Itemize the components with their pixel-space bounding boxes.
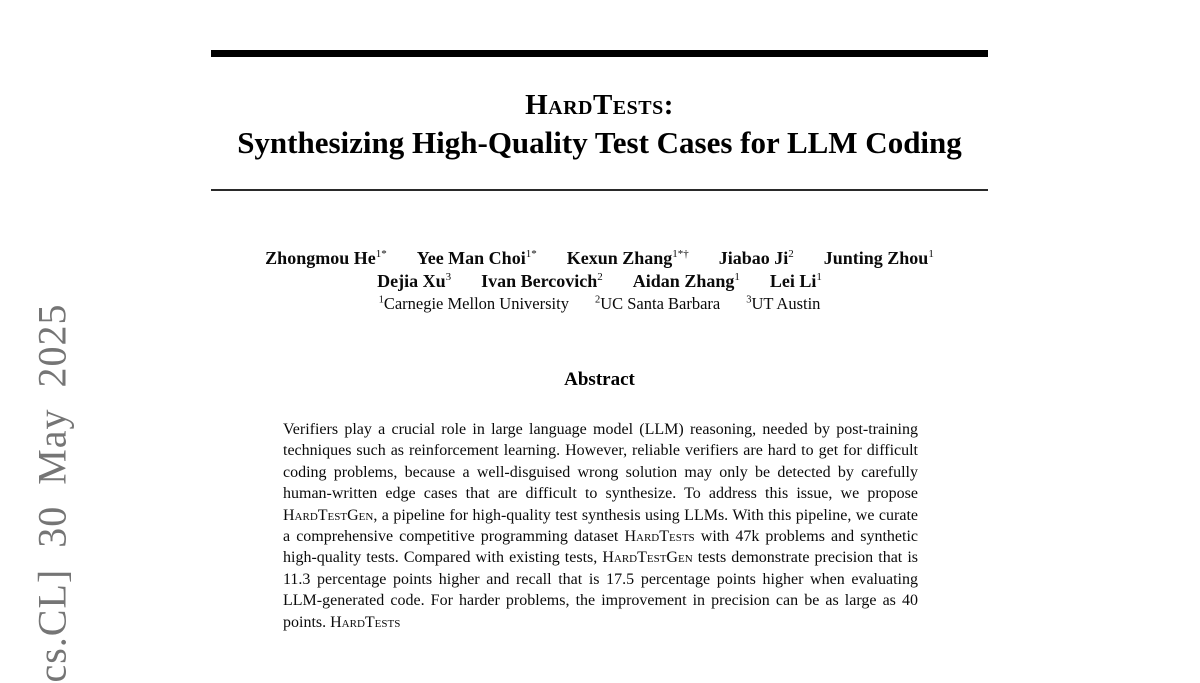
authors-row-1: [211, 247, 988, 269]
author-name: Jiabao Ji$^2$: [718, 248, 794, 268]
author-name: Dejia Xu$^3$: [377, 271, 452, 291]
author-name: Kexun Zhang$^{1*\dagger}$: [566, 248, 689, 268]
affiliations-row: [211, 294, 988, 314]
author-name: Yee Man Choi$^{1*}$: [416, 248, 537, 268]
affiliation: $^3$UT Austin: [746, 294, 821, 313]
title-rule-top: [211, 50, 988, 57]
abstract-text: Verifiers play a crucial role in large language model (LLM) reasoning, needed by post-training techniques such as reinforcement learning. However, reliable verifiers are hard to get for difficult coding problems, because a well-disguised wrong solution may only be detected by carefully human-written edge cases that are difficult to synthesize. To address this issue, we propose HardTestGen, a pipeline for high-quality test synthesis using LLMs. With this pipeline, we curate a comprehensive competitive programming dataset HardTests with 47k problems and synthetic high-quality tests. Compared with existing tests, HardTestGen tests demonstrate precision that is 11.3 percentage points higher and recall that is 17.5 percentage points higher when evaluating LLM-generated code. For harder problems, the improvement in precision can be as large as 40 points. HardTests: [283, 421, 919, 631]
paper-title-line2: Synthesizing High-Quality Test Cases for LLM Coding: [237, 125, 962, 160]
title-rule-bottom: [211, 189, 988, 191]
author-name: Ivan Bercovich$^2$: [481, 271, 603, 291]
author-name: Lei Li$^1$: [769, 271, 822, 291]
authors-row-2: [211, 270, 988, 292]
author-name: Junting Zhou$^1$: [823, 248, 934, 268]
arxiv-watermark: cs.CL] 30 May 2025: [29, 303, 75, 683]
author-name: Zhongmou $He^{1*}$: [265, 248, 387, 268]
affiliation: $^2$UC Santa Barbara: [594, 294, 721, 313]
abstract-heading: Abstract: [564, 369, 635, 390]
affiliation: $^1$Carnegie Mellon University: [378, 294, 569, 313]
paper-title-line1: HardTests:: [525, 89, 674, 121]
author-name: Aidan Zhang$^1$: [632, 271, 740, 291]
paper-title: [211, 87, 988, 163]
